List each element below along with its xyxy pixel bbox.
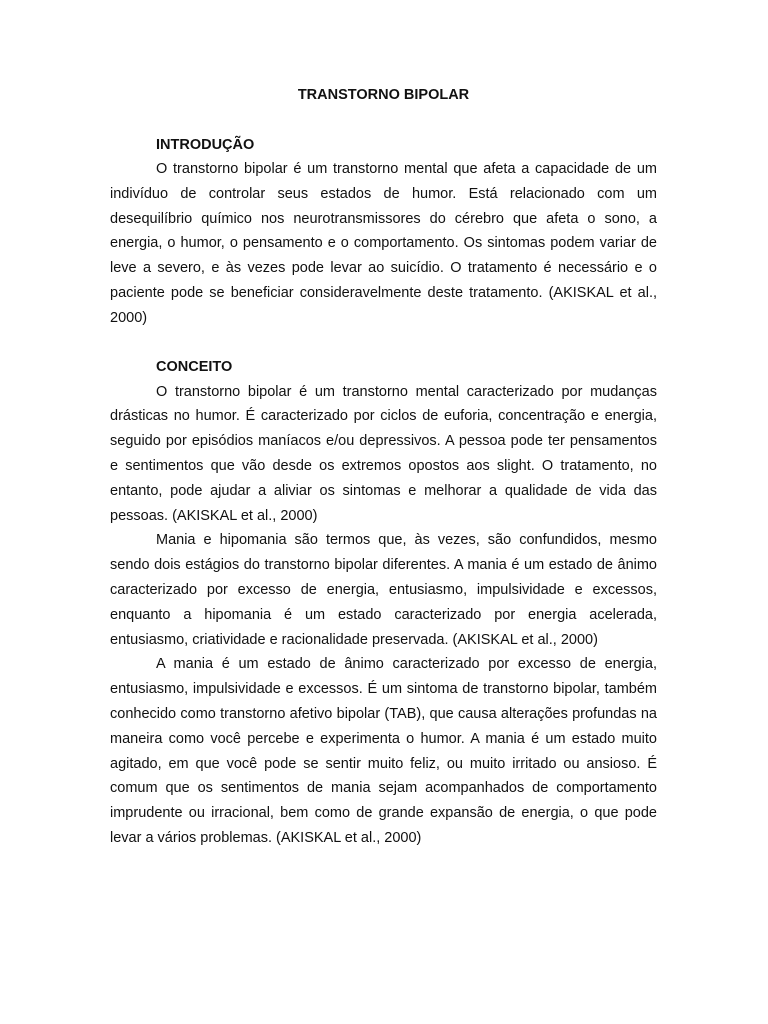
paragraph: O transtorno bipolar é um transtorno mental que afeta a capacidade de um indivíduo de controlar seus estados de humor. Está relacionado com um desequilíbrio químico nos neurotransmissores do cérebro que afeta o sono, a energia, o humor, o pensamento e o comportamento. Os sintomas podem variar de leve a severo, e às vezes pode levar ao suicídio. O tratamento é necessário e o paciente pode se beneficiar consideravelmente deste tratamento. (AKISKAL et al., 2000) [110, 161, 657, 326]
section-conceito [110, 355, 657, 851]
section-heading: INTRODUÇÃO [156, 136, 255, 153]
section-spacer [110, 331, 657, 356]
section-heading: CONCEITO [156, 359, 233, 376]
section-introducao [110, 133, 657, 331]
paragraph: O transtorno bipolar é um transtorno mental caracterizado por mudanças drásticas no humor. É caracterizado por ciclos de euforia, concentração e energia, seguido por episódios maníacos e/ou depressivos. A pessoa pode ter pensamentos e sentimentos que vão desde os extremos opostos aos slight. O tratamento, no entanto, pode ajudar a aliviar os sintomas e melhorar a qualidade de vida das pessoas. (AKISKAL et al., 2000) [110, 383, 657, 524]
paragraph: A mania é um estado de ânimo caracterizado por excesso de energia, entusiasmo, impulsividade e excessos. É um sintoma de transtorno bipolar, também conhecido como transtorno afetivo bipolar (TAB), que causa alterações profundas na maneira como você percebe e experimenta o humor. A mania é um estado muito agitado, em que você pode se sentir muito feliz, ou muito irritado ou ansioso. É comum que os sentimentos de mania sejam acompanhados de comportamento imprudente ou irracional, bem como de grande expansão de energia, o que pode levar a vários problemas. (AKISKAL et al., 2000) [110, 656, 657, 846]
paragraph: Mania e hipomania são termos que, às vezes, são confundidos, mesmo sendo dois estágios do transtorno bipolar diferentes. A mania é um estado de ânimo caracterizado por excesso de energia, entusiasmo, impulsividade e excessos, enquanto a hipomania é um estado caracterizado por energia acelerada, entusiasmo, criatividade e racionalidade preservada. (AKISKAL et al., 2000) [110, 532, 657, 648]
document-page [110, 83, 657, 851]
document-title: TRANSTORNO BIPOLAR [297, 87, 470, 103]
